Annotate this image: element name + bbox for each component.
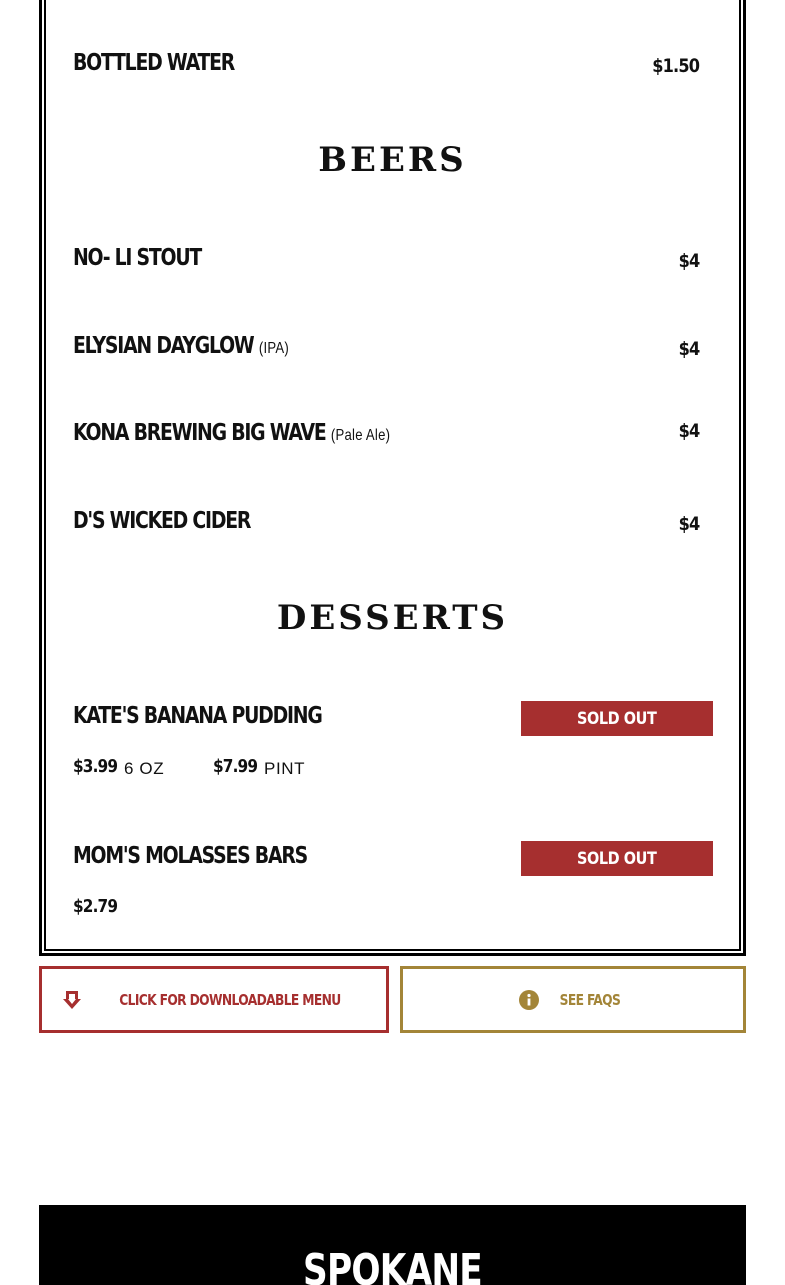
menu-item-label: ELYSIAN DAYGLOW bbox=[73, 333, 254, 359]
menu-item-name bbox=[73, 703, 322, 729]
size-price: $3.99 bbox=[73, 756, 118, 777]
see-faqs-button[interactable] bbox=[400, 966, 746, 1033]
sold-out-label: SOLD OUT bbox=[577, 848, 657, 869]
sold-out-label: SOLD OUT bbox=[577, 708, 657, 729]
menu-item-label: KATE'S BANANA PUDDING bbox=[73, 703, 322, 729]
menu-item-price: $1.50 bbox=[652, 55, 699, 77]
size-price: $7.99 bbox=[213, 756, 258, 777]
section-title-desserts: DESSERTS bbox=[276, 598, 509, 638]
size-label: 6 OZ bbox=[124, 759, 165, 778]
menu-item-label: KONA BREWING BIG WAVE bbox=[73, 420, 326, 446]
menu-item-price: $4 bbox=[678, 338, 699, 360]
menu-item-price: $4 bbox=[678, 420, 699, 442]
footer-title: SPOKANE bbox=[303, 1245, 482, 1285]
sold-out-button[interactable] bbox=[521, 841, 713, 876]
menu-item-name bbox=[73, 843, 307, 869]
menu-item-price: $4 bbox=[678, 513, 699, 535]
info-icon bbox=[519, 990, 539, 1010]
see-faqs-label: SEE FAQS bbox=[559, 990, 621, 1009]
menu-item-label: D'S WICKED CIDER bbox=[73, 508, 251, 534]
menu-item-price: $4 bbox=[678, 250, 699, 272]
menu-item-style: (IPA) bbox=[258, 340, 289, 357]
download-menu-button[interactable] bbox=[39, 966, 389, 1033]
section-title-beers: BEERS bbox=[318, 140, 467, 180]
menu-item-name: BOTTLED WATER bbox=[73, 50, 235, 76]
size-price: $2.79 bbox=[73, 896, 118, 917]
download-menu-label: CLICK FOR DOWNLOADABLE MENU bbox=[119, 990, 341, 1009]
download-icon bbox=[63, 990, 81, 1010]
menu-item-name bbox=[73, 420, 390, 446]
menu-item-name bbox=[73, 333, 289, 359]
menu-item-label: MOM'S MOLASSES BARS bbox=[73, 843, 307, 869]
menu-item-name bbox=[73, 508, 250, 534]
size-label: PINT bbox=[264, 759, 306, 778]
menu-item-label: NO- LI STOUT bbox=[73, 245, 202, 271]
menu-item-style: (Pale Ale) bbox=[330, 427, 391, 444]
sold-out-button[interactable] bbox=[521, 701, 713, 736]
menu-item-name bbox=[73, 245, 201, 271]
footer bbox=[39, 1205, 746, 1285]
